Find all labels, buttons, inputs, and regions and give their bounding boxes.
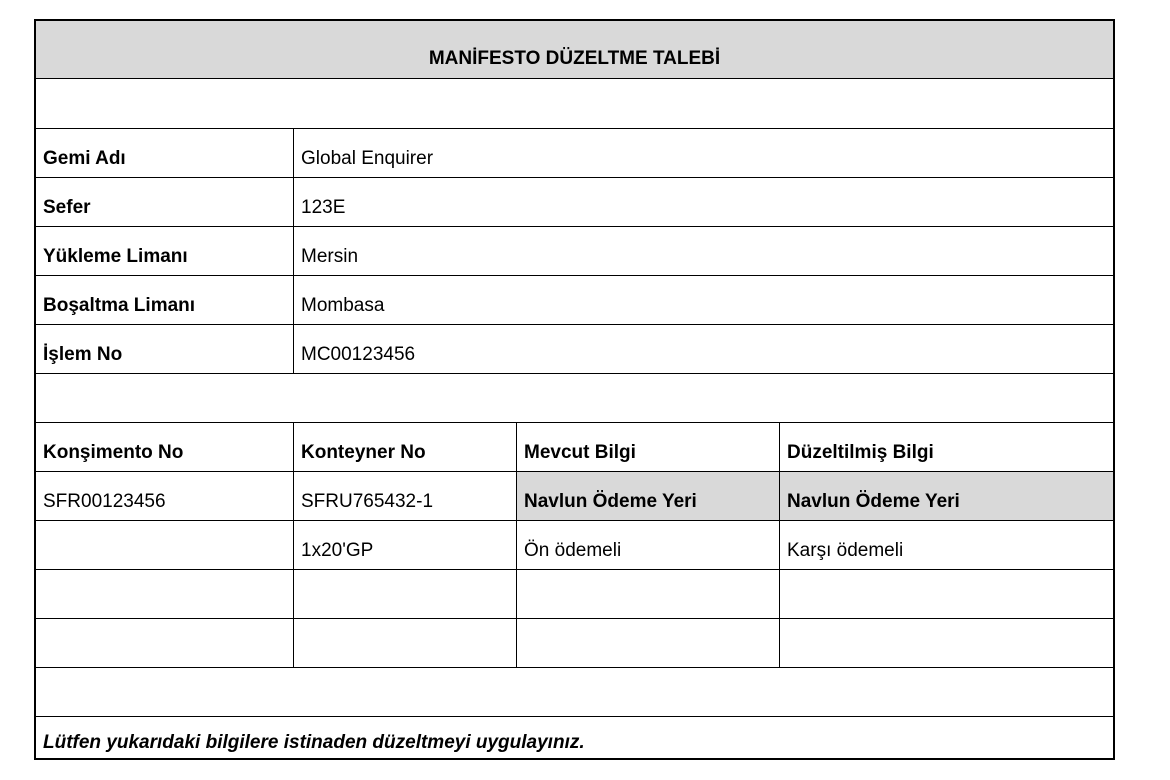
field-label: İşlem No bbox=[43, 344, 123, 365]
table-header-row bbox=[36, 423, 1113, 472]
field-value: Global Enquirer bbox=[293, 129, 1113, 177]
spacer-row bbox=[36, 374, 1113, 423]
field-value: 123E bbox=[293, 178, 1113, 226]
table-row bbox=[36, 570, 1113, 619]
table-cell: Navlun Ödeme Yeri bbox=[779, 472, 1113, 520]
field-label: Sefer bbox=[43, 197, 91, 218]
field-value: Mersin bbox=[293, 227, 1113, 275]
spacer-row bbox=[36, 79, 1113, 129]
cropped-bottom-edge bbox=[34, 764, 1115, 780]
title-row bbox=[36, 21, 1113, 79]
table-cell: SFR00123456 bbox=[43, 491, 166, 512]
field-row-ship-name bbox=[36, 129, 1113, 178]
table-row bbox=[36, 472, 1113, 521]
table-cell bbox=[36, 619, 293, 667]
form-title: MANİFESTO DÜZELTME TALEBİ bbox=[428, 48, 721, 69]
table-cell: Ön ödemeli bbox=[516, 521, 779, 569]
field-value: MC00123456 bbox=[293, 325, 1113, 373]
field-row-voyage bbox=[36, 178, 1113, 227]
field-label: Boşaltma Limanı bbox=[43, 295, 196, 316]
field-row-loading-port bbox=[36, 227, 1113, 276]
table-cell bbox=[779, 619, 1113, 667]
field-row-transaction-no bbox=[36, 325, 1113, 374]
note-row bbox=[36, 717, 1113, 760]
table-cell bbox=[516, 570, 779, 618]
column-header-bill-of-lading: Konşimento No bbox=[43, 442, 184, 463]
column-header-corrected-info: Düzeltilmiş Bilgi bbox=[779, 423, 1113, 471]
field-label: Yükleme Limanı bbox=[43, 246, 188, 267]
table-cell bbox=[293, 570, 516, 618]
table-cell bbox=[36, 521, 293, 569]
table-cell bbox=[779, 570, 1113, 618]
table-cell: Karşı ödemeli bbox=[779, 521, 1113, 569]
table-row bbox=[36, 521, 1113, 570]
spacer-row bbox=[36, 668, 1113, 717]
table-cell: SFRU765432-1 bbox=[293, 472, 516, 520]
field-row-discharge-port bbox=[36, 276, 1113, 325]
table-row bbox=[36, 619, 1113, 668]
table-cell bbox=[293, 619, 516, 667]
table-cell bbox=[36, 570, 293, 618]
table-cell: 1x20'GP bbox=[293, 521, 516, 569]
field-label: Gemi Adı bbox=[43, 148, 126, 169]
column-header-container: Konteyner No bbox=[293, 423, 516, 471]
table-cell: Navlun Ödeme Yeri bbox=[516, 472, 779, 520]
instruction-note: Lütfen yukarıdaki bilgilere istinaden düzeltmeyi uygulayınız. bbox=[43, 732, 585, 753]
table-cell bbox=[516, 619, 779, 667]
field-value: Mombasa bbox=[293, 276, 1113, 324]
column-header-current-info: Mevcut Bilgi bbox=[516, 423, 779, 471]
manifest-correction-form bbox=[34, 19, 1115, 760]
